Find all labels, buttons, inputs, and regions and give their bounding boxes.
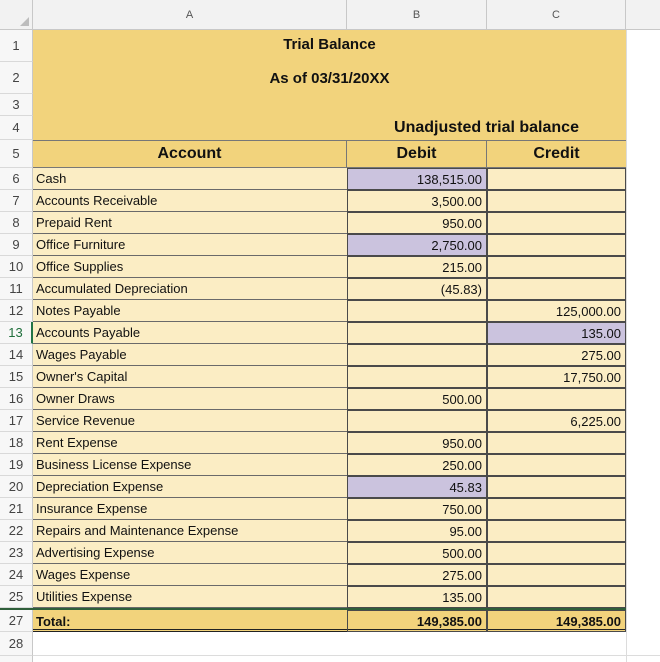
debit-cell[interactable] <box>347 366 487 388</box>
column-header-next[interactable] <box>626 0 660 30</box>
credit-cell[interactable]: 135.00 <box>487 322 626 344</box>
debit-cell[interactable] <box>347 300 487 322</box>
row-header-14[interactable]: 14 <box>0 344 33 366</box>
select-all-corner[interactable] <box>0 0 33 30</box>
credit-cell[interactable] <box>487 454 626 476</box>
row-header-22[interactable]: 22 <box>0 520 33 542</box>
row-header-11[interactable]: 11 <box>0 278 33 300</box>
credit-cell[interactable] <box>487 498 626 520</box>
debit-cell[interactable] <box>347 344 487 366</box>
debit-cell[interactable]: 250.00 <box>347 454 487 476</box>
credit-cell[interactable] <box>487 388 626 410</box>
account-cell[interactable]: Service Revenue <box>33 410 347 432</box>
account-cell[interactable]: Wages Payable <box>33 344 347 366</box>
credit-cell[interactable] <box>487 278 626 300</box>
credit-cell[interactable] <box>487 476 626 498</box>
row-header-7[interactable]: 7 <box>0 190 33 212</box>
credit-cell[interactable] <box>487 432 626 454</box>
credit-cell[interactable] <box>487 520 626 542</box>
column-header-b[interactable]: B <box>347 0 487 30</box>
row-header-8[interactable]: 8 <box>0 212 33 234</box>
row-header-15[interactable]: 15 <box>0 366 33 388</box>
row-header-12[interactable]: 12 <box>0 300 33 322</box>
row-header-16[interactable]: 16 <box>0 388 33 410</box>
account-cell[interactable]: Business License Expense <box>33 454 347 476</box>
credit-cell[interactable]: 125,000.00 <box>487 300 626 322</box>
total-label[interactable]: Total: <box>36 613 71 629</box>
row-header-9[interactable]: 9 <box>0 234 33 256</box>
account-cell[interactable]: Office Supplies <box>33 256 347 278</box>
row-header-6[interactable]: 6 <box>0 168 33 190</box>
credit-cell[interactable]: 6,225.00 <box>487 410 626 432</box>
row-header-28[interactable]: 28 <box>0 632 33 656</box>
row-header-partial <box>0 656 33 662</box>
debit-cell[interactable]: 3,500.00 <box>347 190 487 212</box>
debit-cell[interactable]: 135.00 <box>347 586 487 608</box>
credit-cell[interactable] <box>487 212 626 234</box>
row-header-5[interactable]: 5 <box>0 140 33 168</box>
sheet-title[interactable]: Trial Balance <box>283 36 376 53</box>
row-header-23[interactable]: 23 <box>0 542 33 564</box>
debit-cell[interactable]: 95.00 <box>347 520 487 542</box>
account-cell[interactable]: Utilities Expense <box>33 586 347 608</box>
debit-cell[interactable]: 500.00 <box>347 388 487 410</box>
row-header-19[interactable]: 19 <box>0 454 33 476</box>
account-cell[interactable]: Accounts Payable <box>33 322 347 344</box>
credit-cell[interactable] <box>487 234 626 256</box>
account-header[interactable]: Account <box>33 140 347 168</box>
gridline <box>33 655 660 656</box>
row-header-13[interactable]: 13 <box>0 322 33 344</box>
account-cell[interactable]: Depreciation Expense <box>33 476 347 498</box>
row-header-21[interactable]: 21 <box>0 498 33 520</box>
gridline-vertical <box>626 30 627 662</box>
row-header-4[interactable]: 4 <box>0 116 33 140</box>
credit-cell[interactable] <box>487 256 626 278</box>
account-cell[interactable]: Insurance Expense <box>33 498 347 520</box>
debit-cell[interactable]: 950.00 <box>347 212 487 234</box>
row-header-17[interactable]: 17 <box>0 410 33 432</box>
row-header-18[interactable]: 18 <box>0 432 33 454</box>
credit-cell[interactable] <box>487 564 626 586</box>
credit-cell[interactable]: 17,750.00 <box>487 366 626 388</box>
account-cell[interactable]: Accounts Receivable <box>33 190 347 212</box>
total-credit[interactable]: 149,385.00 <box>487 610 626 632</box>
credit-cell[interactable]: 275.00 <box>487 344 626 366</box>
row-header-20[interactable]: 20 <box>0 476 33 498</box>
debit-cell[interactable]: 750.00 <box>347 498 487 520</box>
credit-header[interactable]: Credit <box>533 145 580 162</box>
unadjusted-header[interactable]: Unadjusted trial balance <box>394 119 579 136</box>
credit-cell[interactable] <box>487 542 626 564</box>
total-debit[interactable]: 149,385.00 <box>347 610 487 632</box>
debit-cell[interactable]: 138,515.00 <box>347 168 487 190</box>
column-header-c[interactable]: C <box>487 0 626 30</box>
row-header-1[interactable]: 1 <box>0 30 33 62</box>
row-header-27[interactable]: 27 <box>0 610 33 632</box>
debit-cell[interactable] <box>347 410 487 432</box>
account-cell[interactable]: Repairs and Maintenance Expense <box>33 520 347 542</box>
row-header-3[interactable]: 3 <box>0 94 33 116</box>
row-header-24[interactable]: 24 <box>0 564 33 586</box>
account-cell[interactable]: Owner's Capital <box>33 366 347 388</box>
debit-cell[interactable]: 500.00 <box>347 542 487 564</box>
credit-cell[interactable] <box>487 168 626 190</box>
account-cell[interactable]: Rent Expense <box>33 432 347 454</box>
column-header-a[interactable]: A <box>33 0 347 30</box>
debit-cell[interactable]: (45.83) <box>347 278 487 300</box>
account-cell[interactable]: Owner Draws <box>33 388 347 410</box>
account-cell[interactable]: Prepaid Rent <box>33 212 347 234</box>
account-cell[interactable]: Office Furniture <box>33 234 347 256</box>
sheet-subtitle[interactable]: As of 03/31/20XX <box>269 70 390 87</box>
row-header-25[interactable]: 25 <box>0 586 33 608</box>
account-cell[interactable]: Accumulated Depreciation <box>33 278 347 300</box>
account-cell[interactable]: Cash <box>33 168 347 190</box>
row-header-2[interactable]: 2 <box>0 62 33 94</box>
credit-cell[interactable] <box>487 190 626 212</box>
debit-cell[interactable]: 950.00 <box>347 432 487 454</box>
debit-cell[interactable] <box>347 322 487 344</box>
credit-cell[interactable] <box>487 586 626 608</box>
row-header-10[interactable]: 10 <box>0 256 33 278</box>
debit-cell[interactable]: 45.83 <box>347 476 487 498</box>
debit-cell[interactable]: 215.00 <box>347 256 487 278</box>
debit-header[interactable]: Debit <box>347 140 487 168</box>
account-cell[interactable]: Advertising Expense <box>33 542 347 564</box>
account-cell[interactable]: Wages Expense <box>33 564 347 586</box>
debit-cell[interactable]: 275.00 <box>347 564 487 586</box>
account-cell[interactable]: Notes Payable <box>33 300 347 322</box>
debit-cell[interactable]: 2,750.00 <box>347 234 487 256</box>
